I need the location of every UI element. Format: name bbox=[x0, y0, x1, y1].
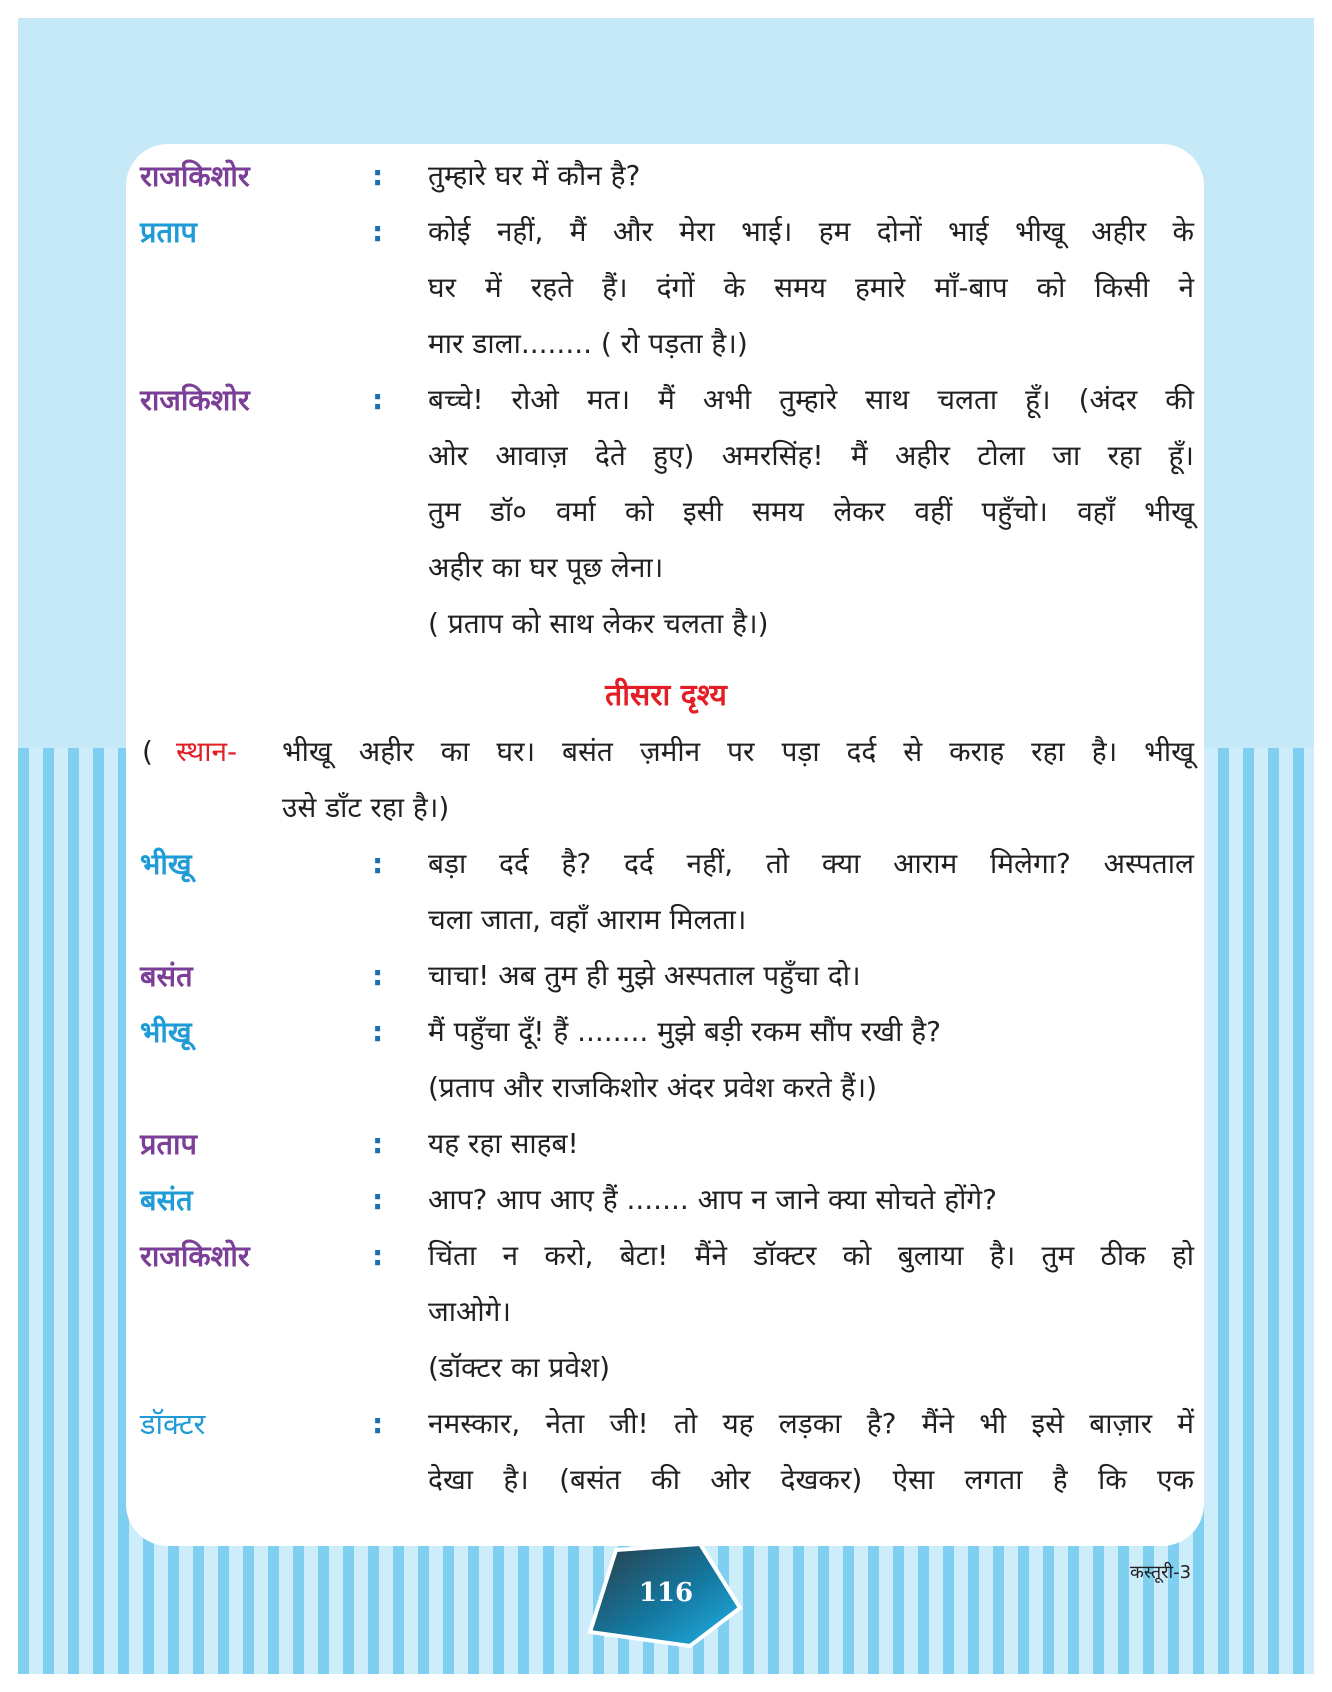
colon: : bbox=[372, 159, 384, 192]
dialogue-line: जाओगे। bbox=[428, 1295, 512, 1328]
speaker-doctor: डॉक्टर bbox=[140, 1407, 206, 1441]
dialogue-line: मैं पहुँचा दूँ! हैं ........ मुझे बड़ी रकम सौंप रखी है? bbox=[428, 1015, 941, 1048]
dialogue-line: तुम डॉ० वर्मा को इसी समय लेकर वहीं पहुँचो। वहाँ भीखू bbox=[428, 495, 1194, 528]
dialogue-line: यह रहा साहब! bbox=[428, 1127, 579, 1160]
place-open-paren: ( bbox=[142, 735, 153, 768]
colon: : bbox=[372, 1407, 384, 1440]
speaker-bhikhu: भीखू bbox=[140, 847, 192, 881]
colon: : bbox=[372, 1127, 384, 1160]
stage-direction: (प्रताप और राजकिशोर अंदर प्रवेश करते हैं।) bbox=[428, 1071, 878, 1104]
dialogue-line: मार डाला........ ( रो पड़ता है।) bbox=[428, 327, 748, 360]
speaker-basant: बसंत bbox=[140, 959, 193, 993]
dialogue-line: ओर आवाज़ देते हुए) अमरसिंह! मैं अहीर टोला जा रहा हूँ। bbox=[428, 439, 1194, 472]
dialogue-line: नमस्कार, नेता जी! तो यह लड़का है? मैंने भी इसे बाज़ार में bbox=[428, 1407, 1194, 1440]
book-name: कस्तूरी-3 bbox=[1130, 1562, 1192, 1583]
colon: : bbox=[372, 959, 384, 992]
colon: : bbox=[372, 1015, 384, 1048]
colon: : bbox=[372, 847, 384, 880]
speaker-rajkishor: राजकिशोर bbox=[140, 1239, 250, 1273]
dialogue-line: बच्चे! रोओ मत। मैं अभी तुम्हारे साथ चलता हूँ। (अंदर की bbox=[428, 383, 1194, 416]
scene-title: तीसरा दृश्य bbox=[605, 678, 727, 713]
dialogue-line: तुम्हारे घर में कौन है? bbox=[428, 159, 641, 192]
colon: : bbox=[372, 215, 384, 248]
place-line: भीखू अहीर का घर। बसंत ज़मीन पर पड़ा दर्द से कराह रहा है। भीखू bbox=[282, 735, 1194, 768]
speaker-basant: बसंत bbox=[140, 1183, 193, 1217]
stage-direction: ( प्रताप को साथ लेकर चलता है।) bbox=[428, 607, 769, 640]
speaker-rajkishor: राजकिशोर bbox=[140, 159, 250, 193]
place-line: उसे डाँट रहा है।) bbox=[282, 791, 450, 824]
stage-direction: (डॉक्टर का प्रवेश) bbox=[428, 1351, 611, 1384]
speaker-pratap: प्रताप bbox=[140, 1127, 198, 1161]
colon: : bbox=[372, 1183, 384, 1216]
dialogue-line: चाचा! अब तुम ही मुझे अस्पताल पहुँचा दो। bbox=[428, 959, 861, 992]
dialogue-line: कोई नहीं, मैं और मेरा भाई। हम दोनों भाई भीखू अहीर के bbox=[428, 215, 1194, 248]
page-number: 116 bbox=[638, 1578, 694, 1608]
dialogue-line: घर में रहते हैं। दंगों के समय हमारे माँ-बाप को किसी ने bbox=[428, 271, 1194, 304]
speaker-bhikhu: भीखू bbox=[140, 1015, 192, 1049]
dialogue-line: चला जाता, वहाँ आराम मिलता। bbox=[428, 903, 747, 936]
colon: : bbox=[372, 383, 384, 416]
dialogue-line: अहीर का घर पूछ लेना। bbox=[428, 551, 664, 584]
speaker-pratap: प्रताप bbox=[140, 215, 198, 249]
dialogue-line: आप? आप आए हैं ....... आप न जाने क्या सोचते होंगे? bbox=[428, 1183, 997, 1216]
dialogue-line: चिंता न करो, बेटा! मैंने डॉक्टर को बुलाया है। तुम ठीक हो bbox=[428, 1239, 1194, 1272]
dialogue-line: बड़ा दर्द है? दर्द नहीं, तो क्या आराम मिलेगा? अस्पताल bbox=[428, 847, 1194, 880]
dialogue-line: देखा है। (बसंत की ओर देखकर) ऐसा लगता है कि एक bbox=[428, 1463, 1194, 1496]
place-label: स्थान- bbox=[176, 735, 238, 768]
speaker-rajkishor: राजकिशोर bbox=[140, 383, 250, 417]
colon: : bbox=[372, 1239, 384, 1272]
